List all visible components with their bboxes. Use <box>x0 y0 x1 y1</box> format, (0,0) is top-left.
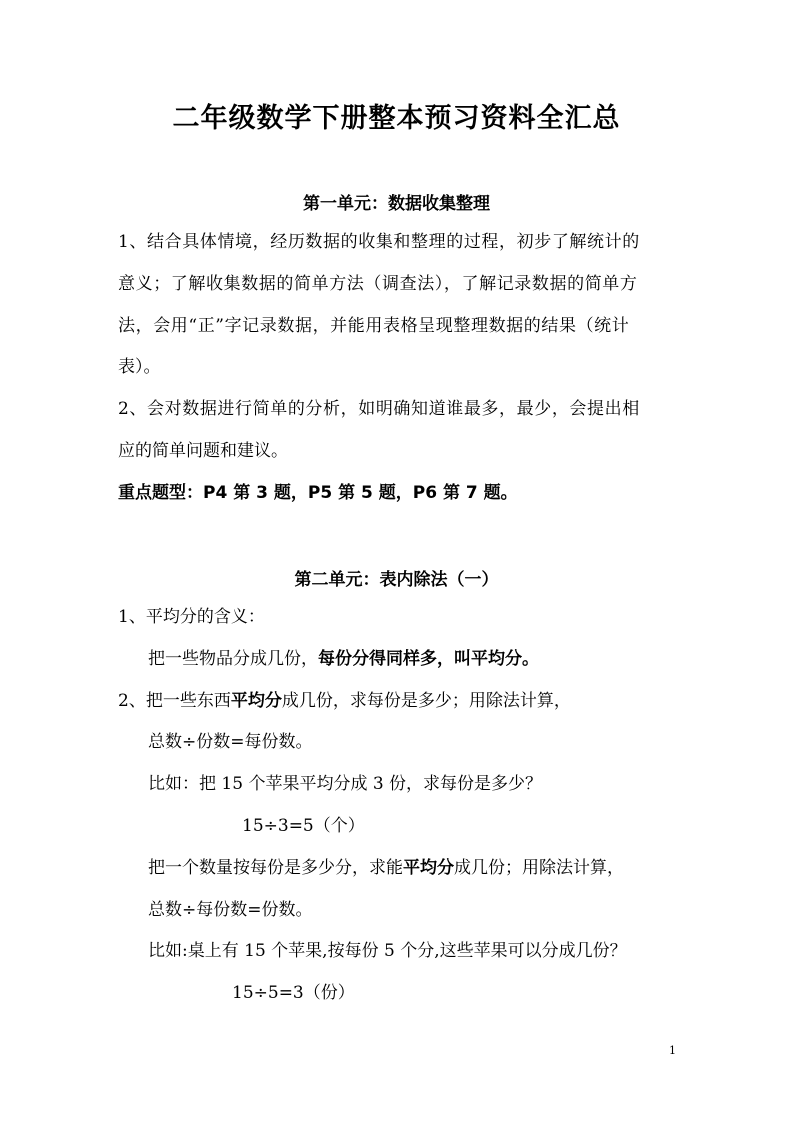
calculation-1: 15÷3=5（个） <box>242 816 365 836</box>
unit1-heading: 第一单元：数据收集整理 <box>303 194 490 214</box>
unit1-p2-line: 应的简单问题和建议。 <box>118 441 288 461</box>
unit1-p1-line: 表）。 <box>118 357 161 377</box>
formula-1: 总数÷份数=每份数。 <box>148 732 313 752</box>
unit1-p1-line: 1、结合具体情境，经历数据的收集和整理的过程，初步了解统计的 <box>118 232 640 252</box>
definition-normal: 把一些物品分成几份， <box>148 649 318 669</box>
unit2-heading: 第二单元：表内除法（一） <box>294 570 499 590</box>
unit2-line-b <box>148 857 624 879</box>
line-b-pre: 把一个数量按每份是多少分，求能 <box>148 858 403 878</box>
unit1-p1-line: 意义；了解收集数据的简单方法（调查法），了解记录数据的简单方 <box>118 274 638 294</box>
unit2-item1: 1、平均分的含义： <box>118 607 265 627</box>
unit2-definition <box>148 648 539 670</box>
document-title: 二年级数学下册整本预习资料全汇总 <box>172 103 621 134</box>
calculation-2: 15÷5=3（份） <box>232 983 355 1003</box>
unit1-key-points: 重点题型：P4 第 3 题，P5 第 5 题，P6 第 7 题。 <box>118 483 518 503</box>
unit2-item2 <box>118 690 571 712</box>
formula-2: 总数÷每份数=份数。 <box>148 900 313 920</box>
example-2: 比如:桌上有 15 个苹果,按每份 5 个分,这些苹果可以分成几份？ <box>148 941 627 961</box>
unit1-p1-line: 法，会用“正”字记录数据，并能用表格呈现整理数据的结果（统计 <box>118 316 630 336</box>
example-1: 比如：把 15 个苹果平均分成 3 份，求每份是多少？ <box>148 774 543 794</box>
line-b-post: 成几份；用除法计算， <box>454 858 624 878</box>
page-number: 1 <box>669 1044 676 1057</box>
line-b-bold: 平均分 <box>403 858 454 878</box>
item2-pre: 2、把一些东西 <box>118 691 231 711</box>
item2-bold: 平均分 <box>230 691 282 711</box>
item2-post: 成几份，求每份是多少；用除法计算， <box>281 691 571 711</box>
unit1-p2-line: 2、会对数据进行简单的分析，如明确知道谁最多，最少，会提出相 <box>118 399 640 419</box>
definition-bold: 每份分得同样多，叫平均分。 <box>318 649 539 669</box>
